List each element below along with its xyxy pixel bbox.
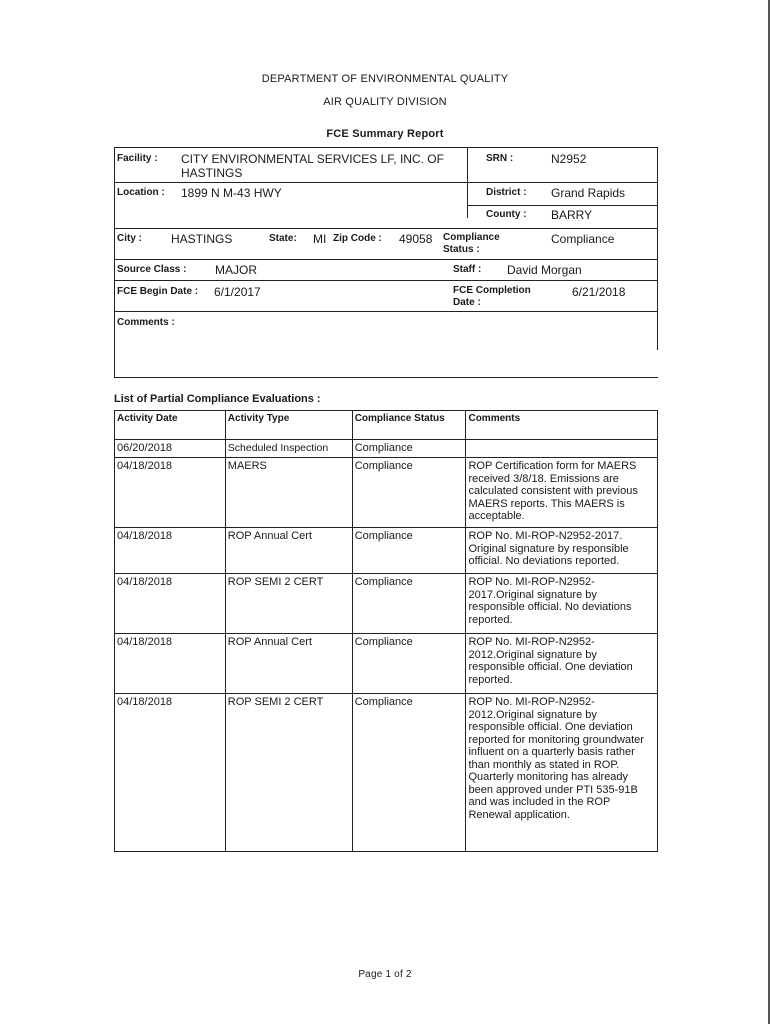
- compliance-status: Compliance: [352, 458, 466, 528]
- activity-date: 04/18/2018: [115, 574, 226, 634]
- compliance-status: Compliance: [352, 440, 466, 458]
- activity-date: 04/18/2018: [115, 528, 226, 574]
- table-row: [115, 634, 658, 694]
- table-row: [115, 528, 658, 574]
- activity-type: ROP Annual Cert: [225, 634, 352, 694]
- column-header: Activity Date: [115, 411, 226, 440]
- column-header: Compliance Status: [352, 411, 466, 440]
- county-label: County :: [486, 209, 527, 220]
- activity-type: ROP SEMI 2 CERT: [225, 574, 352, 634]
- compliance-label: Compliance: [443, 232, 500, 243]
- comments: ROP No. MI-ROP-N2952-2012.Original signature by responsible official. One deviation reported.: [466, 634, 658, 694]
- division-heading: AIR QUALITY DIVISION: [323, 96, 447, 108]
- location-value: 1899 N M-43 HWY: [181, 186, 282, 200]
- activity-date: 04/18/2018: [115, 634, 226, 694]
- location-label: Location :: [117, 187, 165, 198]
- comments: ROP No. MI-ROP-N2952-2017.Original signature by responsible official. No deviations reported.: [466, 574, 658, 634]
- activity-type: ROP Annual Cert: [225, 528, 352, 574]
- zip-label: Zip Code :: [333, 233, 382, 244]
- compliance-value: Compliance: [551, 232, 615, 246]
- evaluations-table: [114, 410, 658, 852]
- fce-completion-label-2: Date :: [453, 297, 481, 308]
- table-row: [115, 440, 658, 458]
- column-header: Comments: [466, 411, 658, 440]
- state-value: MI: [313, 232, 327, 246]
- comments: ROP No. MI-ROP-N2952-2012.Original signature by responsible official. One deviation reported for monitoring groundwater influent on a quarterly basis rather than monthly as stated in ROP. Quarterly monitoring has already been approved under PTI 535-91B and was included in the ROP Renewal application.: [466, 694, 658, 852]
- table-row: [115, 458, 658, 528]
- fce-begin-value: 6/1/2017: [214, 285, 261, 299]
- district-label: District :: [486, 187, 527, 198]
- comments: [466, 440, 658, 458]
- table-header-row: [115, 411, 658, 440]
- city-value: HASTINGS: [171, 232, 233, 246]
- evaluations-title: List of Partial Compliance Evaluations :: [114, 393, 321, 405]
- report-title: FCE Summary Report: [326, 128, 444, 140]
- comments: ROP No. MI-ROP-N2952-2017. Original signature by responsible official. No deviations reported.: [466, 528, 658, 574]
- compliance-status: Compliance: [352, 574, 466, 634]
- table-row: [115, 694, 658, 852]
- zip-value: 49058: [399, 232, 433, 246]
- table-row: [115, 574, 658, 634]
- column-header: Activity Type: [225, 411, 352, 440]
- city-label: City :: [117, 233, 142, 244]
- activity-date: 06/20/2018: [115, 440, 226, 458]
- activity-date: 04/18/2018: [115, 458, 226, 528]
- department-heading: DEPARTMENT OF ENVIRONMENTAL QUALITY: [261, 73, 509, 85]
- staff-label: Staff :: [453, 264, 482, 275]
- compliance-label-2: Status :: [443, 244, 480, 255]
- facility-name-line1: CITY ENVIRONMENTAL SERVICES LF, INC. OF: [181, 152, 444, 166]
- compliance-status: Compliance: [352, 694, 466, 852]
- compliance-status: Compliance: [352, 634, 466, 694]
- activity-type: ROP SEMI 2 CERT: [225, 694, 352, 852]
- activity-date: 04/18/2018: [115, 694, 226, 852]
- fce-begin-label: FCE Begin Date :: [117, 286, 199, 297]
- state-label: State:: [269, 233, 297, 244]
- srn-label: SRN :: [486, 153, 514, 164]
- srn-value: N2952: [551, 152, 587, 166]
- activity-type: Scheduled Inspection: [225, 440, 352, 458]
- staff-value: David Morgan: [507, 263, 582, 277]
- compliance-status: Compliance: [352, 528, 466, 574]
- fce-completion-label: FCE Completion: [453, 285, 531, 296]
- source-class-value: MAJOR: [215, 263, 257, 277]
- source-class-label: Source Class :: [117, 264, 187, 275]
- comments-label: Comments :: [117, 317, 175, 328]
- county-value: BARRY: [551, 208, 593, 222]
- facility-label: Facility :: [117, 153, 158, 164]
- fce-completion-value: 6/21/2018: [572, 285, 626, 299]
- district-value: Grand Rapids: [551, 186, 626, 200]
- page-number: Page 1 of 2: [358, 969, 412, 980]
- activity-type: MAERS: [225, 458, 352, 528]
- facility-name-line2: HASTINGS: [181, 166, 243, 180]
- comments: ROP Certification form for MAERS received 3/8/18. Emissions are calculated consistent with previous MAERS reports. This MAERS is acceptable.: [466, 458, 658, 528]
